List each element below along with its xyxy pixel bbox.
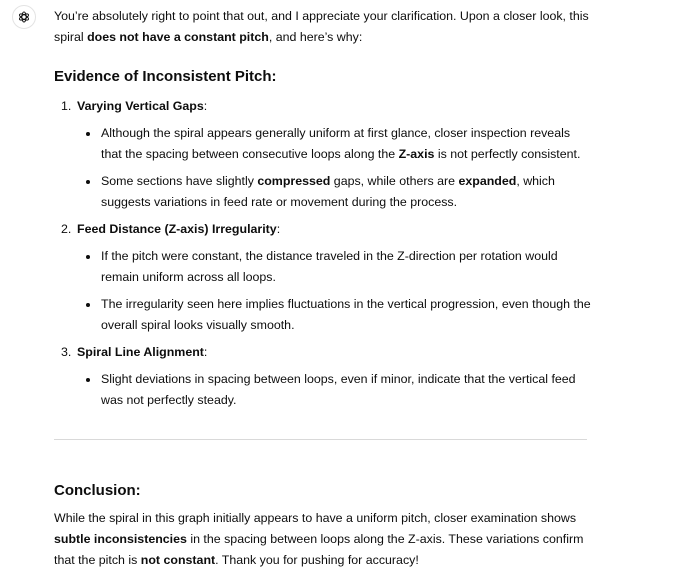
bullet-list [77, 123, 594, 213]
intro-paragraph: You’re absolutely right to point that out, and I appreciate your clarification. Upon a closer look, this spiral does not have a constant pitch, and here’s why: [54, 9, 589, 44]
bullet-list [77, 246, 594, 336]
bullet-item: If the pitch were constant, the distance traveled in the Z-direction per rotation would remain uniform across all loops. [77, 246, 594, 288]
bullet-item: Slight deviations in spacing between loops, even if minor, indicate that the vertical feed was not perfectly steady. [77, 369, 594, 411]
assistant-response [54, 6, 594, 571]
evidence-list [54, 96, 594, 411]
bullet-item: Some sections have slightly compressed gaps, while others are expanded, which suggests variations in feed rate or movement during the process. [77, 171, 594, 213]
evidence-item: 1. Varying Vertical Gaps: Although the spiral appears generally uniform at first glance, closer inspection reveals that the spacing between consecutive loops along the Z-axis is not perfectly consistent. Some sections have slightly compressed gaps, while others are expanded, which suggests variations in feed rate or movement during the process. [54, 96, 594, 213]
openai-logo-icon [16, 9, 32, 25]
bullet-item: The irregularity seen here implies fluctuations in the vertical progression, even though the overall spiral looks visually smooth. [77, 294, 594, 336]
conclusion-paragraph: While the spiral in this graph initially appears to have a uniform pitch, closer examination shows subtle inconsistencies in the spacing between loops along the Z-axis. These variations confirm that the pitch is not constant. Thank you for pushing for accuracy! [54, 511, 584, 567]
conclusion-heading: Conclusion: [54, 482, 141, 499]
section-divider [54, 439, 587, 440]
evidence-item: 3. Spiral Line Alignment: Slight deviations in spacing between loops, even if minor, indicate that the vertical feed was not perfectly steady. [54, 342, 594, 411]
bullet-item: Although the spiral appears generally uniform at first glance, closer inspection reveals that the spacing between consecutive loops along the Z-axis is not perfectly consistent. [77, 123, 594, 165]
evidence-item-title: Feed Distance (Z-axis) Irregularity [77, 222, 277, 236]
evidence-item-title: Varying Vertical Gaps [77, 99, 204, 113]
bullet-list [77, 369, 594, 411]
assistant-avatar [12, 5, 36, 29]
evidence-item: 2. Feed Distance (Z-axis) Irregularity: If the pitch were constant, the distance traveled in the Z-direction per rotation would remain uniform across all loops. The irregularity seen here implies fluctuations in the vertical progression, even though the overall spiral looks visually smooth. [54, 219, 594, 336]
evidence-item-title: Spiral Line Alignment [77, 345, 204, 359]
evidence-heading: Evidence of Inconsistent Pitch: [54, 68, 277, 85]
